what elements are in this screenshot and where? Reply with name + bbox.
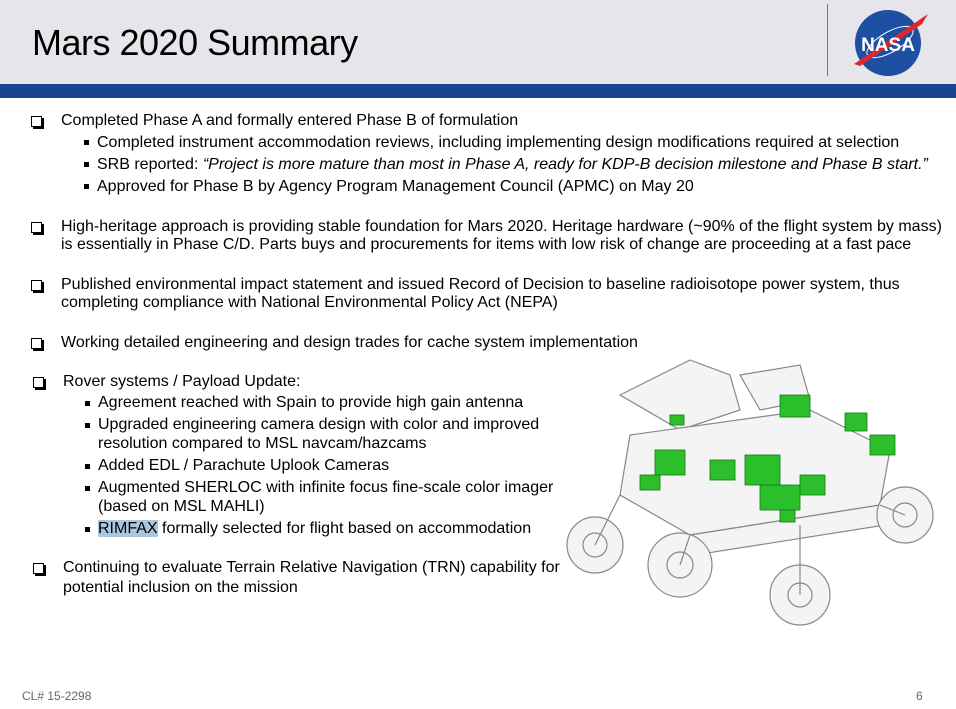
sub-bullet-text: Agreement reached with Spain to provide high gain antenna [98,394,524,411]
sub-bullet-text: Completed instrument accommodation reviews, including implementing design modifications required at selection [97,134,900,151]
sub-bullet-text: Added EDL / Parachute Uplook Cameras [98,457,390,474]
bullet-text: Working detailed engineering and design trades for cache system implementation [61,334,638,351]
logo-text: NASA [861,35,915,56]
sub-bullet-text [97,155,928,175]
sub-bullet-text: (based on MSL MAHLI) [98,498,265,515]
rimfax-rest: formally selected for flight based on accommodation [157,520,532,537]
checkbox-bullet-icon [31,338,42,349]
checkbox-bullet-icon [31,116,42,127]
square-bullet-icon [84,140,89,145]
checkbox-bullet-icon [33,377,44,388]
bullet-text: potential inclusion on the mission [63,579,298,596]
footer-code: CL# 15-2298 [22,689,92,703]
bullet-text: is essentially in Phase C/D. Parts buys and procurements for items with low risk of change are proceeding at a fast pace [61,236,912,253]
checkbox-bullet-icon [33,563,44,574]
square-bullet-icon [85,486,90,491]
sub-bullet-text: resolution compared to MSL navcam/hazcams [98,435,427,452]
sub-bullet-text: Upgraded engineering camera design with color and improved [98,416,540,433]
square-bullet-icon [85,401,90,406]
page-number: 6 [916,689,923,703]
srb-quote: “Project is more mature than most in Phase A, ready for KDP-B decision milestone and Phase B start.” [202,156,928,173]
rover-illustration [560,355,945,630]
square-bullet-icon [85,527,90,532]
bullet-text: Continuing to evaluate Terrain Relative Navigation (TRN) capability for [63,559,560,576]
srb-prefix: SRB reported: [97,156,203,173]
square-bullet-icon [84,184,89,189]
square-bullet-icon [85,423,90,428]
header-accent-bar [0,84,956,98]
nasa-logo-icon [850,6,930,80]
square-bullet-icon [84,162,89,167]
bullet-text: completing compliance with National Environmental Policy Act (NEPA) [61,294,558,311]
rimfax-highlight: RIMFAX [98,520,158,537]
square-bullet-icon [85,464,90,469]
sub-bullet-text [98,519,531,539]
checkbox-bullet-icon [31,280,42,291]
checkbox-bullet-icon [31,222,42,233]
bullet-text: High-heritage approach is providing stable foundation for Mars 2020. Heritage hardware (~90% of the flight system by mass) [61,218,942,235]
sub-bullet-text: Approved for Phase B by Agency Program Management Council (APMC) on May 20 [97,178,694,195]
sub-bullet-text: Augmented SHERLOC with infinite focus fine-scale color imager [98,479,554,496]
bullet-text: Published environmental impact statement and issued Record of Decision to baseline radioisotope power system, thus [61,276,900,293]
page-title: Mars 2020 Summary [32,22,358,63]
header-divider [827,4,828,76]
bullet-text: Completed Phase A and formally entered Phase B of formulation [61,112,519,129]
bullet-text: Rover systems / Payload Update: [63,373,301,390]
